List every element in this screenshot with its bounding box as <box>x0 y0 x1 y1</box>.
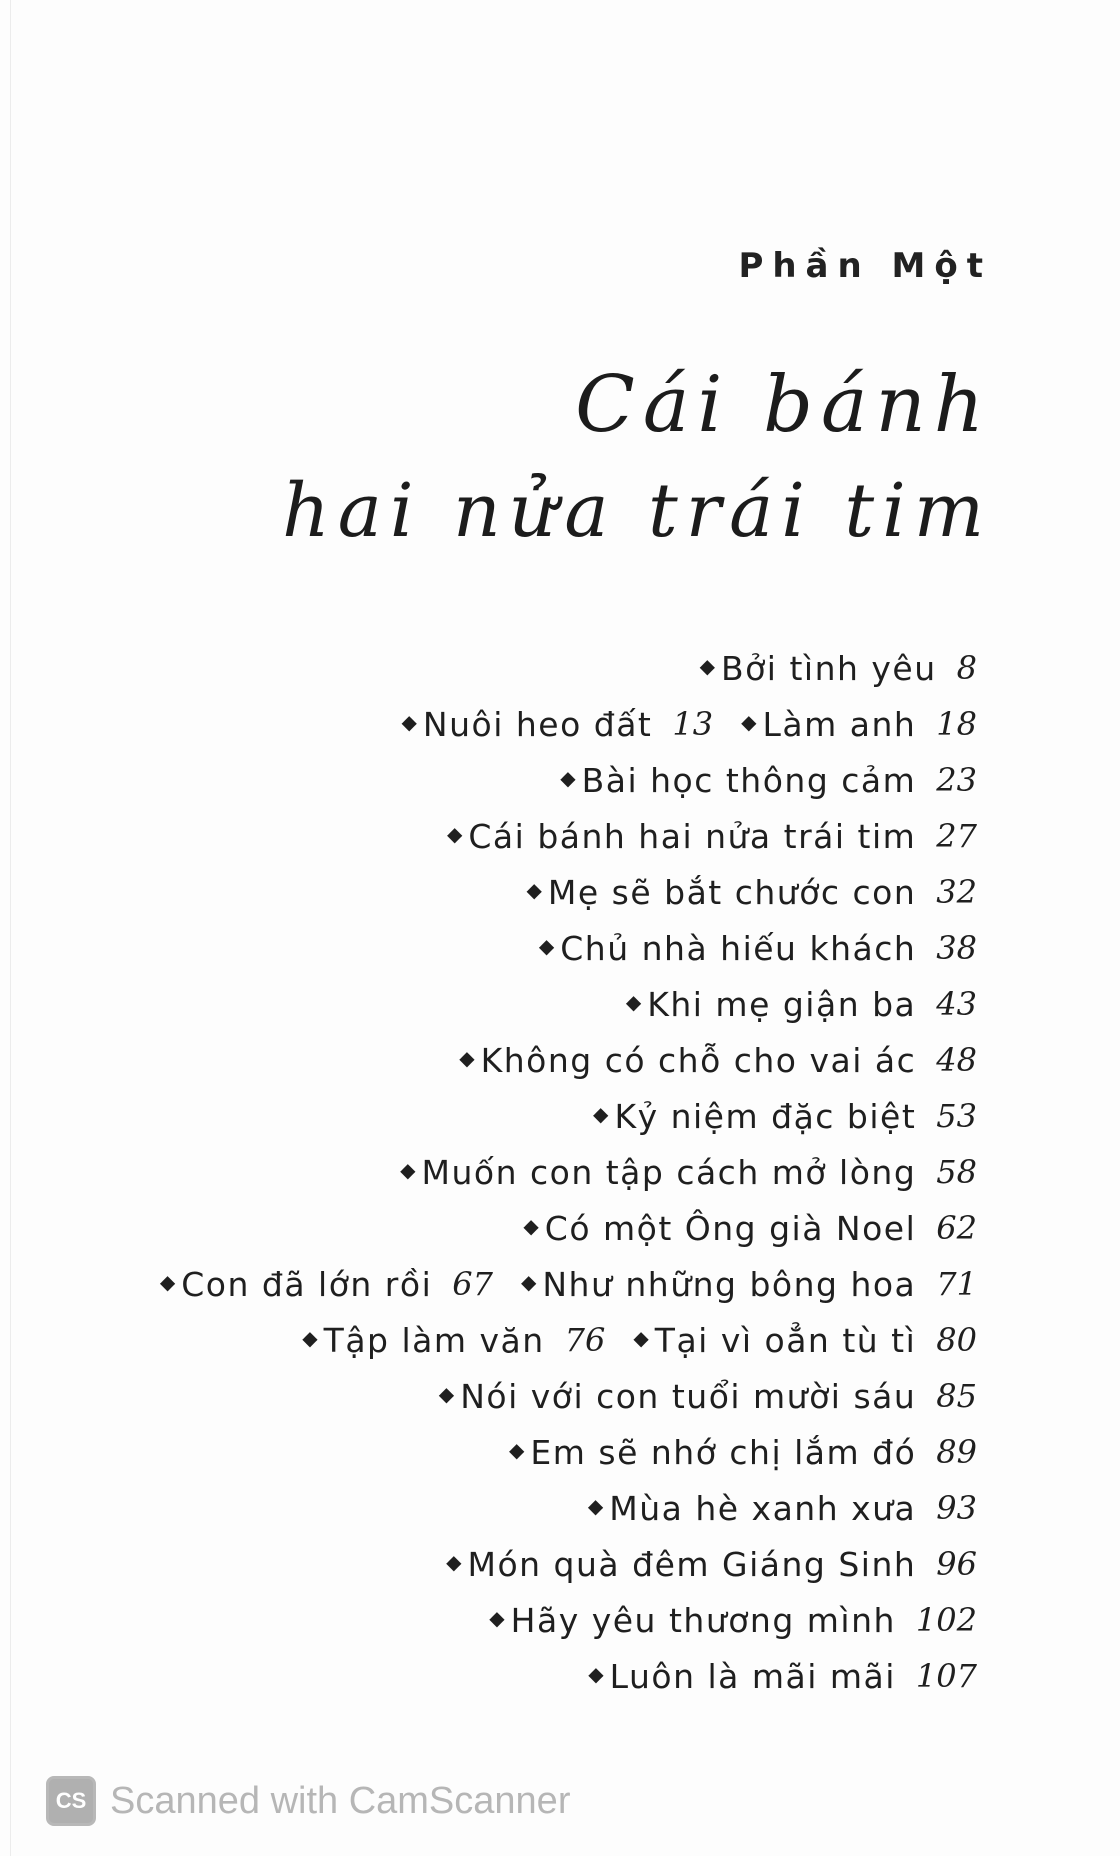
toc-entry-title: Làm anh <box>762 704 917 744</box>
camscanner-logo-icon: CS <box>46 1776 96 1826</box>
toc-entry <box>526 873 977 912</box>
toc-entry <box>402 705 714 744</box>
toc-row <box>0 1592 1120 1648</box>
toc-entry <box>160 1265 493 1304</box>
toc-entry <box>459 1041 977 1080</box>
toc-row <box>0 1368 1120 1424</box>
toc-entry-title: Tại vì oẳn tù tì <box>654 1320 917 1360</box>
diamond-bullet-icon: ◆ <box>159 1270 176 1294</box>
toc-entry-title: Nuôi heo đất <box>422 704 653 744</box>
toc-row <box>0 1256 1120 1312</box>
toc-entry-title: Tập làm văn <box>323 1320 545 1360</box>
toc-entry-title: Hãy yêu thương mình <box>510 1600 896 1640</box>
toc-entry-title: Nói với con tuổi mười sáu <box>460 1376 917 1416</box>
toc-entry-title: Con đã lớn rồi <box>181 1264 433 1304</box>
diamond-bullet-icon: ◆ <box>526 878 542 902</box>
toc-entry <box>509 1433 977 1472</box>
part-title-line-1: Cái bánh <box>575 360 992 450</box>
diamond-bullet-icon: ◆ <box>588 1662 604 1686</box>
diamond-bullet-icon: ◆ <box>625 990 642 1014</box>
toc-entry-page-number: 27 <box>936 817 977 855</box>
toc-entry-page-number: 32 <box>936 873 977 911</box>
toc-entry-page-number: 8 <box>956 649 977 687</box>
toc-entry <box>741 705 977 744</box>
toc-entry <box>439 1377 977 1416</box>
diamond-bullet-icon: ◆ <box>447 822 463 846</box>
toc-entry-title: Bởi tình yêu <box>720 648 937 688</box>
toc-entry-title: Kỷ niệm đặc biệt <box>614 1096 917 1136</box>
diamond-bullet-icon: ◆ <box>593 1102 609 1126</box>
toc-entry-title: Em sẽ nhớ chị lắm đó <box>530 1432 917 1472</box>
toc-row <box>0 1144 1120 1200</box>
toc-entry-page-number: 53 <box>936 1097 977 1135</box>
diamond-bullet-icon: ◆ <box>633 1326 649 1350</box>
toc-row <box>0 640 1120 696</box>
diamond-bullet-icon: ◆ <box>523 1214 539 1238</box>
toc-entry-page-number: 80 <box>936 1321 977 1359</box>
toc-entry <box>447 817 977 856</box>
part-title-line-2: hai nửa trái tim <box>282 468 992 554</box>
toc-entry-page-number: 76 <box>564 1321 606 1359</box>
diamond-bullet-icon: ◆ <box>302 1326 318 1350</box>
diamond-bullet-icon: ◆ <box>489 1606 505 1630</box>
toc-entry-page-number: 13 <box>672 705 714 743</box>
toc-row <box>0 920 1120 976</box>
toc-entry <box>523 1209 977 1248</box>
toc-row <box>0 808 1120 864</box>
toc-entry-title: Như những bông hoa <box>542 1264 917 1304</box>
toc-row <box>0 1648 1120 1704</box>
toc-entry-title: Cái bánh hai nửa trái tim <box>468 816 917 856</box>
toc-entry-page-number: 48 <box>936 1041 977 1079</box>
toc-entry-page-number: 93 <box>936 1489 977 1527</box>
toc-entry-title: Bài học thông cảm <box>581 760 917 800</box>
toc-entry-page-number: 102 <box>915 1601 977 1639</box>
toc-entry <box>560 761 977 800</box>
toc-row <box>0 864 1120 920</box>
camscanner-watermark <box>46 1776 570 1826</box>
toc-entry <box>446 1545 977 1584</box>
toc-entry <box>539 929 977 968</box>
toc-row <box>0 1480 1120 1536</box>
part-label: Phần Một <box>738 246 992 286</box>
diamond-bullet-icon: ◆ <box>438 1382 455 1406</box>
toc-row <box>0 1032 1120 1088</box>
toc-entry-title: Món quà đêm Giáng Sinh <box>467 1544 917 1584</box>
diamond-bullet-icon: ◆ <box>587 1494 604 1518</box>
toc-row <box>0 696 1120 752</box>
diamond-bullet-icon: ◆ <box>699 654 715 678</box>
toc-row <box>0 1536 1120 1592</box>
diamond-bullet-icon: ◆ <box>400 1158 416 1182</box>
toc-entry-page-number: 23 <box>936 761 977 799</box>
toc-row <box>0 976 1120 1032</box>
toc-entry-title: Có một Ông già Noel <box>544 1208 917 1248</box>
toc-entry-page-number: 96 <box>936 1545 977 1583</box>
diamond-bullet-icon: ◆ <box>509 1438 525 1462</box>
toc-entry <box>626 985 977 1024</box>
toc-entry-page-number: 85 <box>936 1377 977 1415</box>
diamond-bullet-icon: ◆ <box>401 710 417 734</box>
toc-entry-title: Mẹ sẽ bắt chước con <box>547 872 917 912</box>
toc-entry <box>521 1265 977 1304</box>
toc-entry <box>700 649 977 688</box>
toc-entry <box>588 1657 977 1696</box>
toc-entry-title: Muốn con tập cách mở lòng <box>421 1152 917 1192</box>
toc-entry-page-number: 58 <box>936 1153 977 1191</box>
toc-entry <box>588 1489 977 1528</box>
toc-entry-title: Không có chỗ cho vai ác <box>480 1040 917 1080</box>
toc-entry-page-number: 38 <box>936 929 977 967</box>
toc-entry <box>400 1153 977 1192</box>
toc-entry <box>302 1321 605 1360</box>
diamond-bullet-icon: ◆ <box>459 1046 475 1070</box>
toc-row <box>0 1424 1120 1480</box>
toc-entry <box>489 1601 977 1640</box>
diamond-bullet-icon: ◆ <box>446 1550 462 1574</box>
diamond-bullet-icon: ◆ <box>538 934 555 958</box>
toc-entry <box>633 1321 977 1360</box>
toc-entry-title: Khi mẹ giận ba <box>647 984 917 1024</box>
diamond-bullet-icon: ◆ <box>741 710 757 734</box>
toc-entry-page-number: 43 <box>936 985 977 1023</box>
toc-row <box>0 1200 1120 1256</box>
diamond-bullet-icon: ◆ <box>560 766 576 790</box>
watermark-text: Scanned with CamScanner <box>110 1779 571 1822</box>
toc-row <box>0 752 1120 808</box>
table-of-contents <box>0 640 1120 1704</box>
toc-entry-page-number: 89 <box>936 1433 977 1471</box>
toc-entry-page-number: 71 <box>936 1265 977 1303</box>
toc-entry-title: Mùa hè xanh xưa <box>609 1488 917 1528</box>
toc-entry-title: Chủ nhà hiếu khách <box>560 928 917 968</box>
toc-entry <box>593 1097 977 1136</box>
toc-entry-page-number: 107 <box>915 1657 977 1695</box>
toc-entry-page-number: 67 <box>452 1265 493 1303</box>
toc-entry-page-number: 18 <box>936 705 977 743</box>
diamond-bullet-icon: ◆ <box>520 1270 537 1294</box>
toc-row <box>0 1088 1120 1144</box>
toc-entry-title: Luôn là mãi mãi <box>609 1656 896 1696</box>
toc-row <box>0 1312 1120 1368</box>
toc-entry-page-number: 62 <box>936 1209 977 1247</box>
